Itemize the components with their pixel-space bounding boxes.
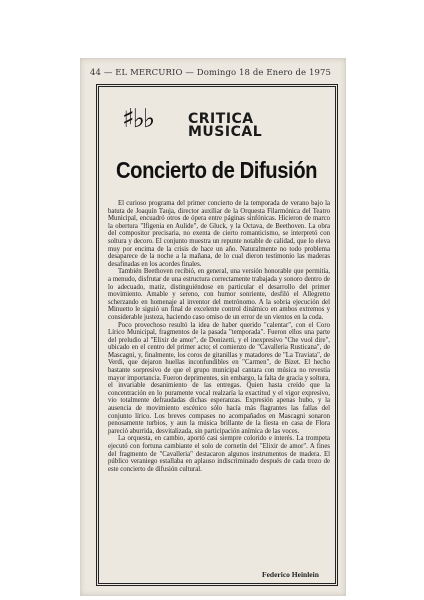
newspaper-header: 44 — EL MERCURIO — Domingo 18 de Enero de 1975 [90,68,332,78]
section-title [188,113,262,139]
music-notes-logo: ♯♭♭ [122,104,154,134]
paragraph-4: La orquesta, en cambio, aportó casi siempre colorido e interés. La trompeta ejecutó con fortuna cambiante el solo de cornetín del "Elixir de amor". A fines del fragmento de "Cavalleria" destacaron algunos instrumentos de madera. El público veraniego estallaba en aplauso indiscriminado después de cada trozo de este concierto de difusión cultural. [108,435,330,473]
paragraph-1: El curioso programa del primer concierto de la temporada de verano bajo la batuta de Joaquín Tauja, director auxiliar de la Orquesta Filarmónica del Teatro Municipal, encuadró otros de ópera entre páginas sinfónicas. Hicieron de marco la obertura "Ifigenia en Aulide", de Gluck, y la Octava, de Beethoven. La obra del compositor precisaria, no exenta de cierto romanticismo, se interpretó con soltura y decoro. El conjunto muestra un repunte notable de calidad, que lo eleva muy por encima de la crisis de hace un año. Naturalmente no todo problema desaparece de la noche a la mañana, de lo cual dieron testimonio las maderas desafinadas en los acordes finales. [108,200,330,268]
section-title-line1: CRITICA [188,111,254,127]
article-body [108,200,330,473]
author-signature: Federico Heinlein [262,570,319,579]
article-headline: Concierto de Difusión [116,157,318,183]
paragraph-2: También Beethoven recibió, en general, una versión honorable que permitía, a menudo, disfrutar de una estructura correctamente trabajada y sonoro dentro de lo adecuado, matiz, distinguiéndose en particular el desarrollo del primer movimiento. Amable y sereno, con humor sonriente, desfiló el Allegretto scherzando en homenaje al inventor del metrónomo. A la sobria ejecución del Minuetto le siguió un final de excelente control dinámico en ambos extremos y considerable justeza, haciendo caso omiso de un error de un vientos en la coda. [108,268,330,321]
paragraph-3: Poco provechoso resultó la idea de haber querido "calentar", con el Coro Lírico Municipal, fragmentos de la pasada "temporada". Fueron ellos una parte del preludio al "Elixir de amor", de Donizetti, y el inexpresivo "Che vuol dire", ubicado en el centro del primer acto; el comienzo de "Cavalleria Rusticana", de Mascagni, y, finalmente, los coros de gitanillas y matadores de "La Traviata", de Verdi, que dejaron huellas inconfundibles en "Carmen", de Bizet. El hecho bastante sorpresivo de que el grupo municipal cantara con música no revestía mayor importancia. Fueron deprimentes, sin embargo, la falta de gracia y soltura, el invariable desanimiento de las entregas. Quien hasta creído que la concentración en lo puramente vocal realzaría la exactitud y el vigor expresivo, vio totalmente defraudadas dichas esperanzas. Expresión apenas hubo, y la ausencia de movimiento escénico sólo hacía más flagrantes las fallas del conjunto lírico. Los breves compases no acompañados en Mascagni sonaron penosamente turbios, y aun la música brillante de la fiesta en casa de Flora pareció aburrida, desvitalizada, sin participación anímica de las voces. [108,321,330,435]
section-title-line2: MUSICAL [188,124,263,140]
